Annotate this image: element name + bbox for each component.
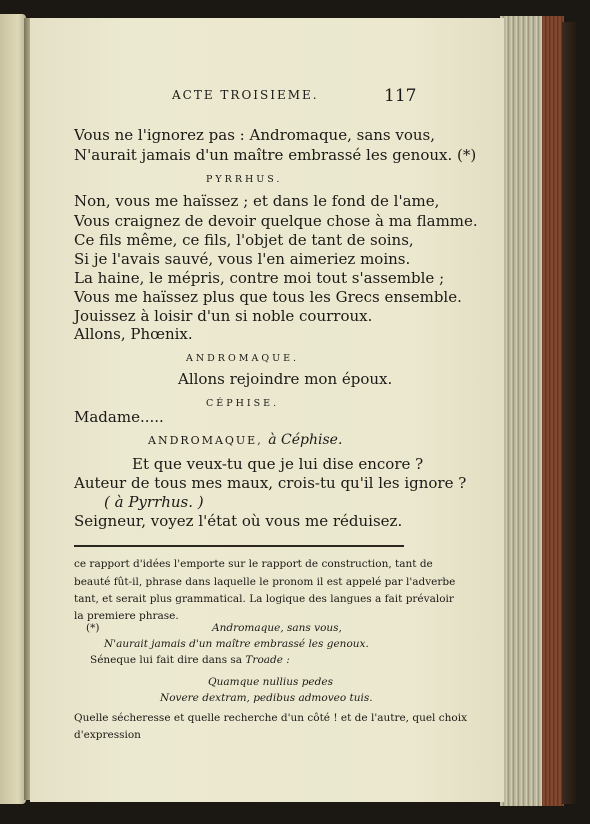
- seneca-work: Troade :: [245, 654, 290, 666]
- verse-line: Auteur de tous mes maux, crois-tu qu'il les ignore ?: [74, 474, 467, 492]
- footnote-quote: N'aurait jamais d'un maître embrassé les genoux.: [104, 638, 369, 650]
- footnote-line: tant, et serait plus grammatical. La logique des langues a fait prévaloir: [74, 593, 454, 605]
- footnote-rule: [74, 545, 404, 547]
- footnote-line: ce rapport d'idées l'emporte sur le rapport de construction, tant de: [74, 558, 433, 570]
- verse-line: Jouissez à loisir d'un si noble courroux.: [74, 307, 373, 325]
- speaker-pyrrhus: PYRRHUS.: [206, 174, 283, 185]
- page-edges: [500, 16, 564, 806]
- page-number: 117: [384, 86, 417, 106]
- book-cover-edge: [562, 22, 576, 804]
- stage-direction: ( à Pyrrhus. ): [104, 493, 204, 511]
- verse-line: Vous craignez de devoir quelque chose à ma flamme.: [74, 212, 478, 230]
- verse-line: Non, vous me haïssez ; et dans le fond de l'ame,: [74, 192, 440, 210]
- verse-line: Ce fils même, ce fils, l'objet de tant de soins,: [74, 231, 414, 249]
- verse-line: Seigneur, voyez l'état où vous me réduisez.: [74, 512, 403, 530]
- verse-line: La haine, le mépris, contre moi tout s'assemble ;: [74, 269, 445, 287]
- footnote-line: Quelle sécheresse et quelle recherche d'un côté ! et de l'autre, quel choix: [74, 712, 467, 724]
- running-title: ACTE TROISIEME.: [172, 88, 319, 102]
- footnote-line: beauté fût-il, phrase dans laquelle le pronom il est appelé par l'adverbe: [74, 576, 456, 588]
- verse-line: N'aurait jamais d'un maître embrassé les genoux. (*): [74, 146, 477, 164]
- footnote-line: d'expression: [74, 729, 141, 741]
- verse-line: Madame.....: [74, 408, 164, 426]
- verse-line: Et que veux-tu que je lui dise encore ?: [132, 455, 424, 473]
- footnote-seneca: [90, 654, 290, 666]
- speaker-name: ANDROMAQUE,: [148, 434, 263, 447]
- verse-line: Si je l'avais sauvé, vous l'en aimeriez moins.: [74, 250, 411, 268]
- facing-page-edge: [0, 14, 26, 804]
- seneca-intro: Séneque lui fait dire dans sa: [90, 654, 243, 666]
- footnote-line: la premiere phrase.: [74, 610, 179, 622]
- verse-line: Allons, Phœnix.: [74, 325, 193, 343]
- speaker-direction: à Céphise.: [268, 432, 343, 448]
- latin-quote: Novere dextram, pedibus admoveo tuis.: [160, 692, 373, 704]
- speaker-andromaque: ANDROMAQUE.: [186, 353, 300, 364]
- footnote-quote: Andromaque, sans vous,: [212, 622, 342, 634]
- verse-line: Vous me haïssez plus que tous les Grecs ensemble.: [74, 288, 462, 306]
- latin-quote: Quamque nullius pedes: [208, 676, 333, 688]
- verse-line: Allons rejoindre mon époux.: [178, 370, 393, 388]
- verse-line: Vous ne l'ignorez pas : Andromaque, sans vous,: [74, 126, 436, 144]
- speaker-cephise: CÉPHISE.: [206, 398, 280, 409]
- footnote-marker: (*): [86, 622, 100, 634]
- speaker-andromaque-2: [148, 432, 342, 448]
- book-page: [30, 18, 504, 802]
